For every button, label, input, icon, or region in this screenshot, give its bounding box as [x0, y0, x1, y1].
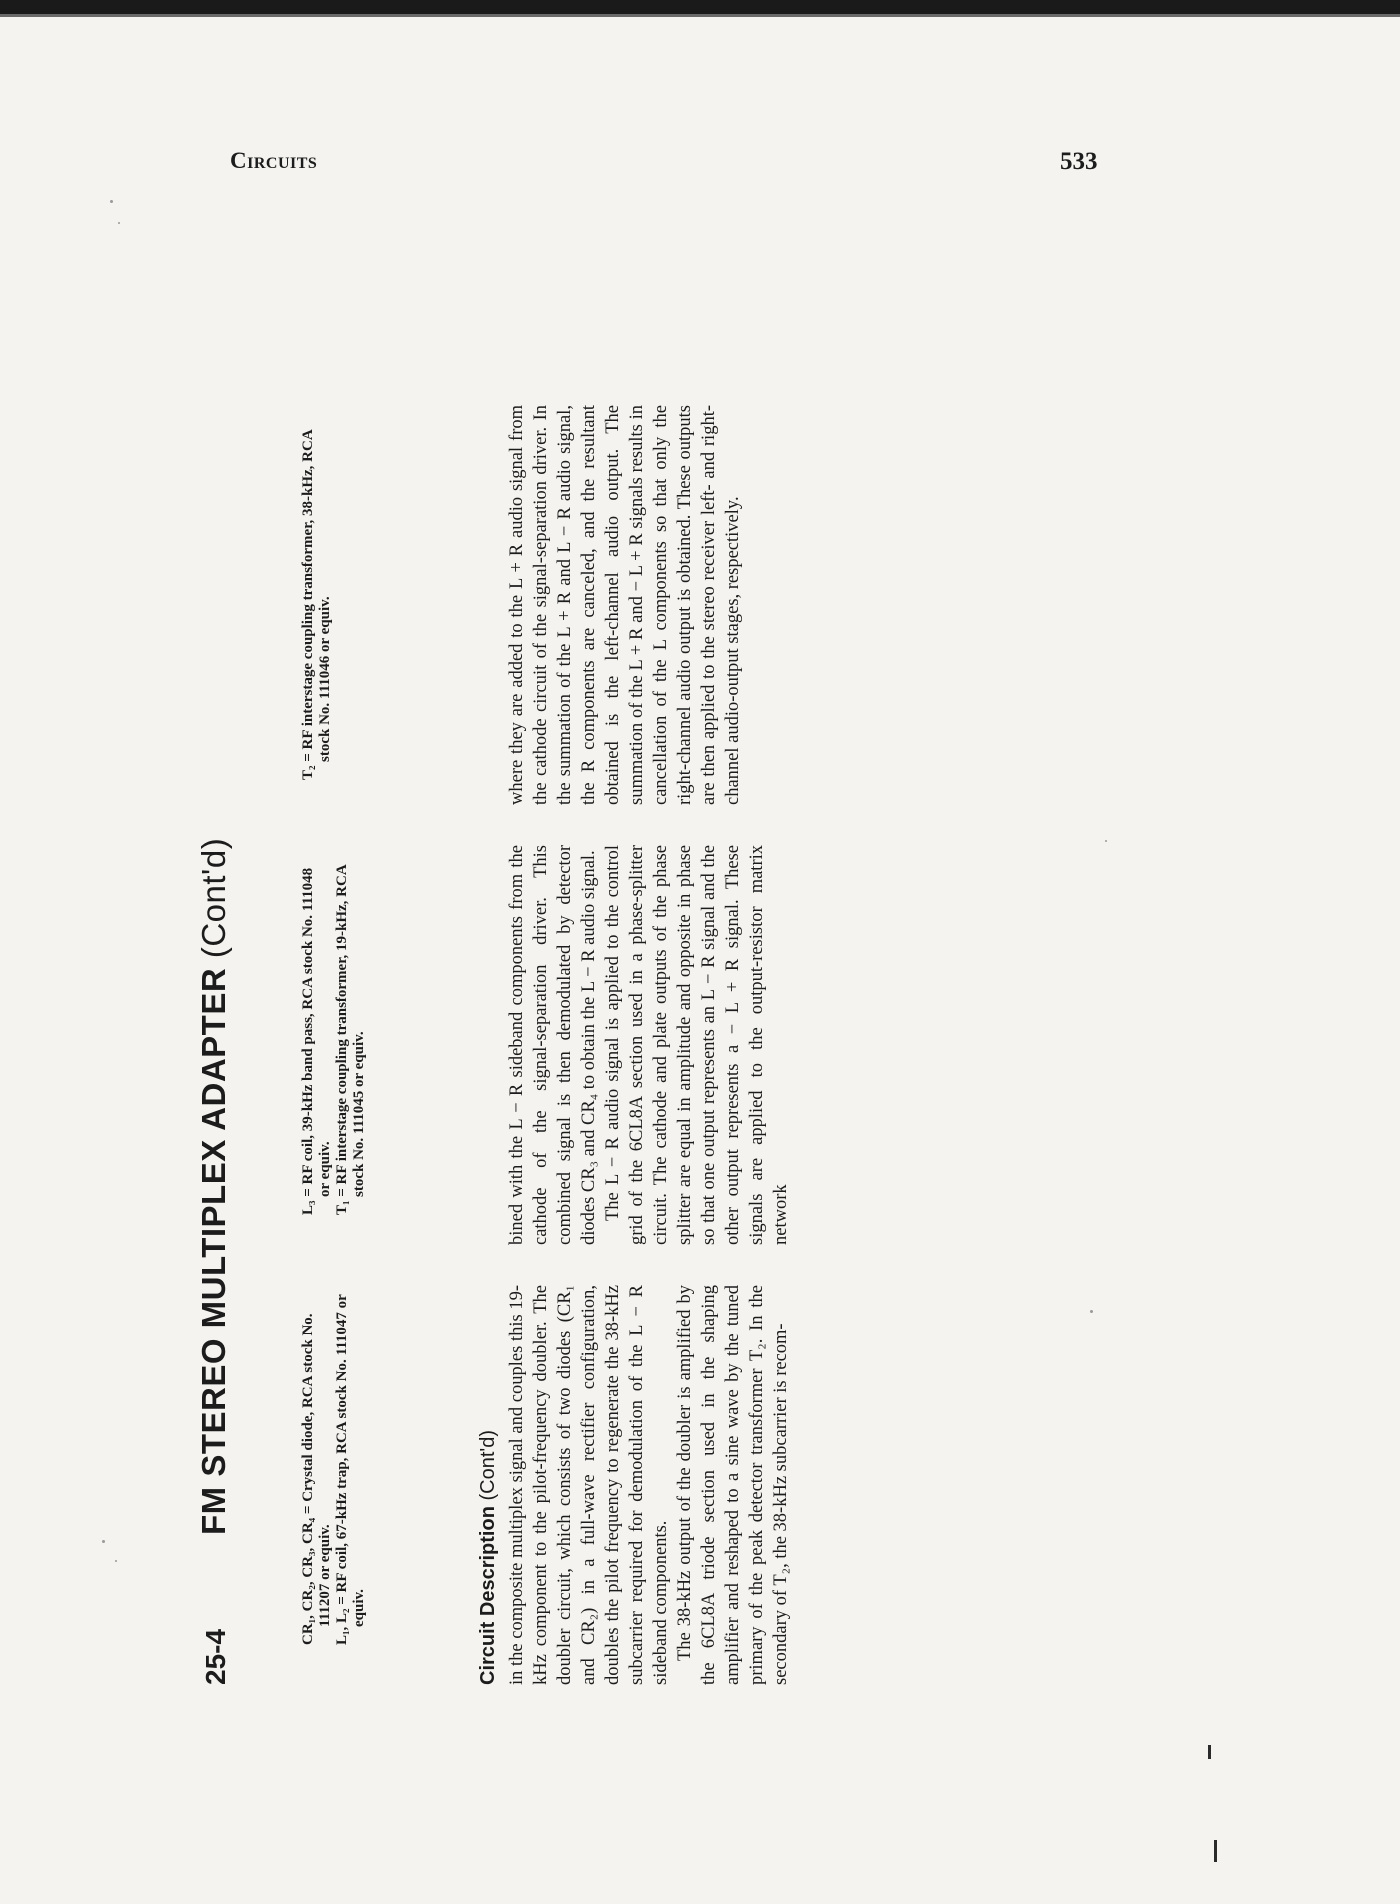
scan-top-border-edge [0, 14, 1400, 17]
body-column-2 [505, 845, 793, 1245]
body-column-3 [505, 405, 745, 805]
body-paragraph: bined with the L − R sideband components from the cathode of the signal-separation driver. This combined signal is then demodulated by detector diodes CR₃ and CR₄ to obtain the L − R audio signal. [507, 845, 599, 1245]
parts-column-3 [300, 420, 334, 780]
scan-speck [118, 222, 120, 224]
body-text [505, 285, 905, 1685]
chapter-title-text: FM STEREO MULTIPLEX ADAPTER [195, 967, 232, 1535]
parts-list [300, 325, 430, 1685]
chapter-title [195, 838, 233, 1535]
scan-top-border [0, 0, 1400, 14]
parts-item: L₃ = RF coil, 39-kHz band pass, RCA stock No. 111048 or equiv. [300, 867, 333, 1215]
parts-column-1 [300, 1285, 368, 1645]
running-head: Circuits [230, 148, 318, 173]
parts-item: T₂ = RF interstage coupling transformer, 38-kHz, RCA stock No. 111046 or equiv. [300, 430, 333, 780]
body-paragraph: in the composite multiplex signal and couples this 19-kHz component to the pilot-frequency doubler. The doubler circuit, which consists of two diodes (CR₁ and CR₂) in a full-wave rectifier configuration, doubles the pilot frequency to regenerate the 38-kHz subcarrier required for demodulation of the L − R sideband components. [507, 1285, 671, 1685]
section-number: 25-4 [200, 1628, 231, 1685]
body-paragraph: The L − R audio signal is applied to the control grid of the 6CL8A section used in a phase-splitter circuit. The cathode and plate outputs of the phase splitter are equal in amplitude and opposite in phase so that one output represents an L − R signal and the other output represents a − L + R signal. These signals are applied to the output-resistor matrix network [603, 845, 791, 1245]
page-number: 533 [1060, 148, 1098, 175]
rotated-content [195, 225, 1145, 1685]
parts-item: T₁ = RF interstage coupling transformer, 19-kHz, RCA stock No. 111045 or equiv. [334, 865, 367, 1215]
scan-speck [102, 1540, 105, 1543]
scan-speck [115, 1560, 117, 1562]
parts-column-2 [300, 855, 368, 1215]
scan-edge-mark [1214, 1840, 1217, 1862]
scan-speck [110, 200, 113, 203]
scan-speck [1105, 840, 1107, 842]
section-heading [477, 1430, 500, 1685]
parts-item: CR₁, CR₂, CR₃, CR₄ = Crystal diode, RCA stock No. 111207 or equiv. [300, 1313, 333, 1645]
section-heading-continued: (Cont'd) [477, 1430, 499, 1501]
parts-item: L₁, L₂ = RF coil, 67-kHz trap, RCA stock No. 111047 or equiv. [334, 1294, 367, 1645]
body-paragraph: where they are added to the L + R audio signal from the cathode circuit of the signal-separation driver. In the summation of the L + R and L − R audio signal, the R components are canceled, and the resultant obtained is the left-channel audio output. The summation of the L + R and − L + R signals results in cancellation of the L components so that only the right-channel audio output is obtained. These outputs are then applied to the stereo receiver left- and right-channel audio-output stages, respectively. [507, 405, 743, 805]
chapter-title-continued: (Cont'd) [195, 837, 232, 959]
body-paragraph: The 38-kHz output of the doubler is amplified by the 6CL8A triode section used in the shaping amplifier and reshaped to a sine wave by the tuned primary of the peak detector transformer T₂. In the secondary of T₂, the 38-kHz subcarrier is recom- [675, 1285, 791, 1685]
scan-speck [1090, 1310, 1093, 1313]
section-heading-text: Circuit Description [477, 1506, 499, 1685]
scan-edge-mark [1208, 1745, 1211, 1759]
body-column-1 [505, 1285, 793, 1685]
